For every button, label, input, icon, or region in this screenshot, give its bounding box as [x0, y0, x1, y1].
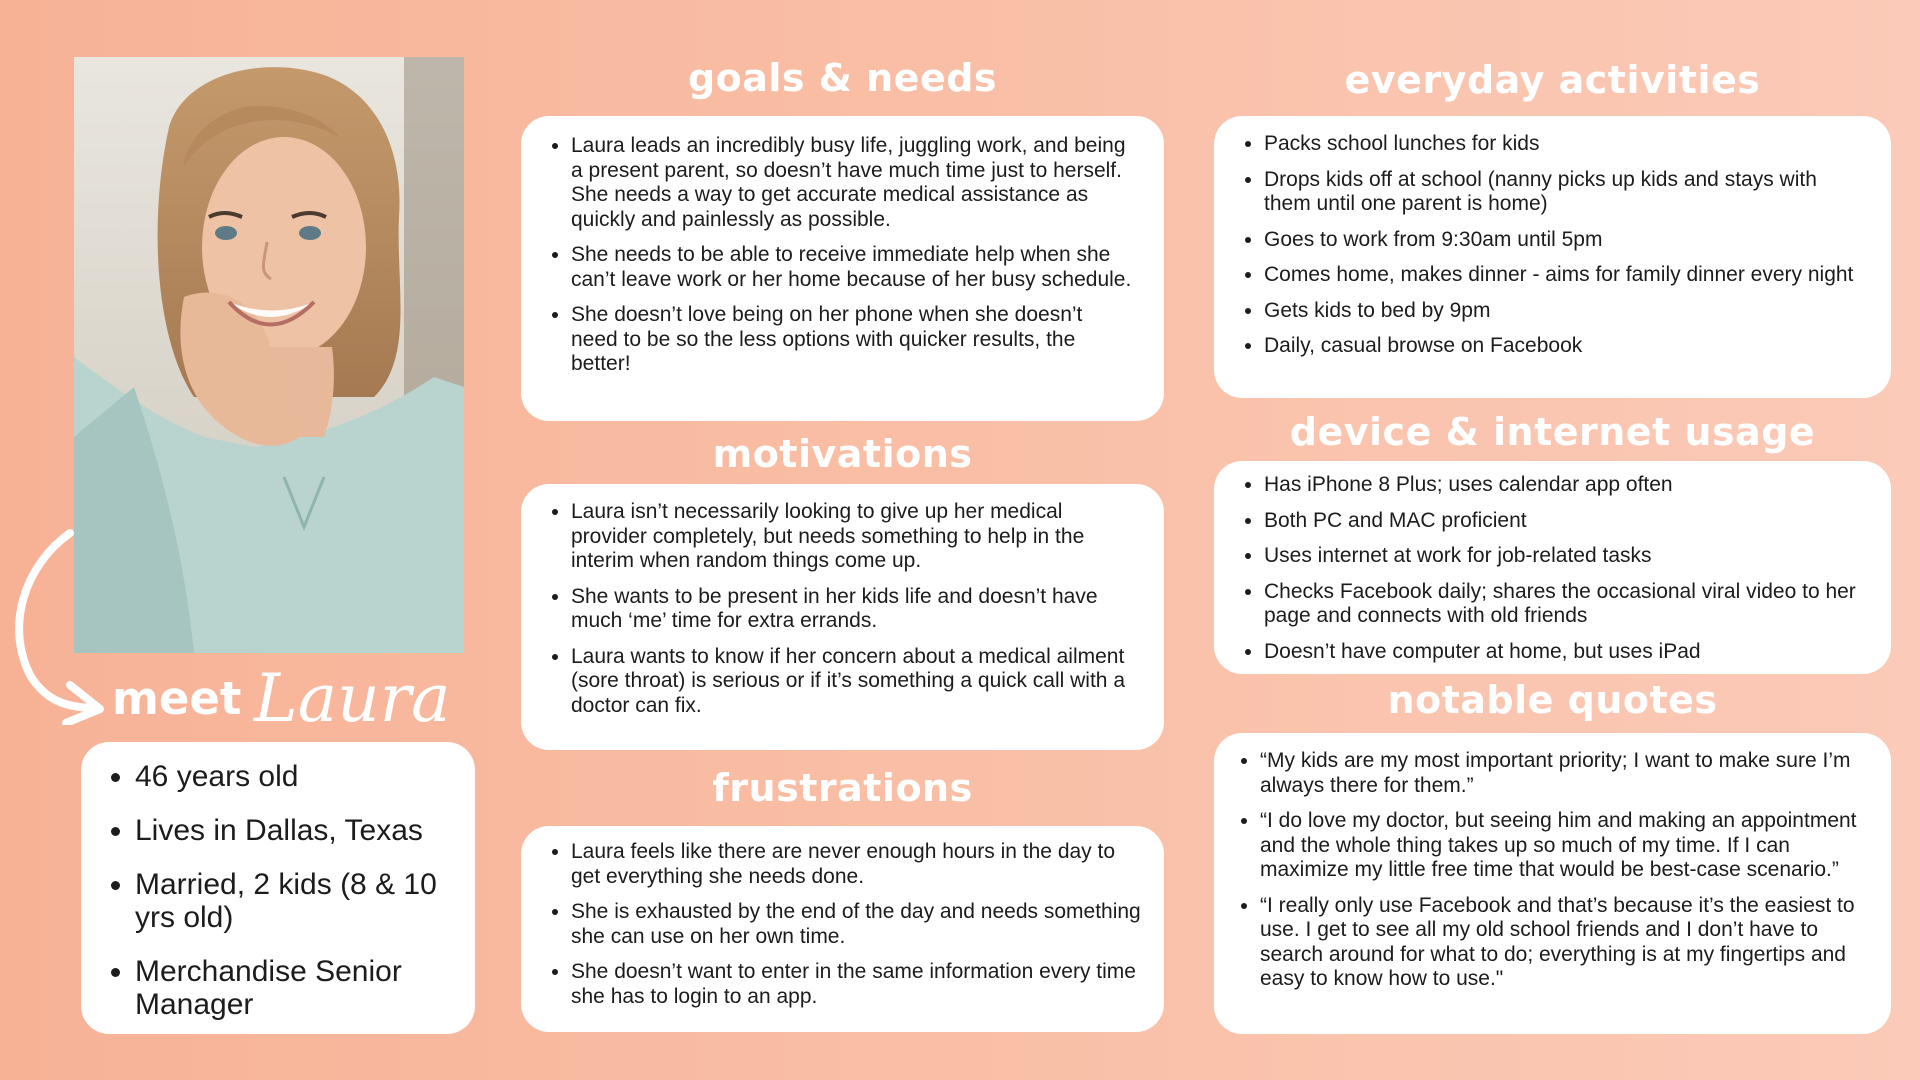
everyday-activities-item: • Drops kids off at school (nanny picks up kids and stays with them until one parent is home) — [1264, 168, 1869, 217]
frustrations-list — [529, 840, 1142, 1009]
everyday-activities-card — [1214, 116, 1891, 398]
device-usage-item: • Doesn’t have computer at home, but uses iPad — [1264, 640, 1869, 665]
meet-prefix: meet — [112, 672, 242, 725]
profile-fact-occupation: • Merchandise Senior Manager — [135, 955, 453, 1021]
everyday-activities-item: • Gets kids to bed by 9pm — [1264, 299, 1869, 324]
device-usage-card — [1214, 461, 1891, 674]
motivations-item: • Laura wants to know if her concern about a medical ailment (sore throat) is serious or if it’s something a quick call with a doctor can fix. — [571, 645, 1142, 719]
motivations-item: • She wants to be present in her kids life and doesn’t have much ‘me’ time for extra errands. — [571, 585, 1142, 634]
goals-needs-card — [521, 116, 1164, 421]
goals-needs-list — [529, 134, 1134, 377]
notable-quote-item: • “My kids are my most important priority; I want to make sure I’m always there for them.” — [1260, 749, 1869, 798]
goals-needs-heading: goals & needs — [687, 56, 998, 100]
everyday-activities-heading: everyday activities — [1344, 58, 1761, 102]
everyday-activities-item: • Packs school lunches for kids — [1264, 132, 1869, 157]
notable-quote-item: • “I really only use Facebook and that’s because it’s the easiest to use. I get to see all my old school friends and I don’t have to search around for what to do; everything is at my fingertips and easy to know how to use." — [1260, 894, 1869, 992]
frustrations-item: • She is exhausted by the end of the day and needs something she can use on her own time. — [571, 900, 1142, 949]
goals-needs-item: • Laura leads an incredibly busy life, juggling work, and being a present parent, so doesn’t have much time just to herself. She needs a way to get accurate medical assistance as quickly and painlessly as possible. — [571, 134, 1134, 232]
motivations-list — [529, 500, 1142, 718]
notable-quotes-card — [1214, 733, 1891, 1034]
device-usage-item: • Checks Facebook daily; shares the occasional viral video to her page and connects with old friends — [1264, 580, 1869, 629]
meet-title — [112, 660, 451, 740]
frustrations-card — [521, 826, 1164, 1032]
profile-fact-age: • 46 years old — [135, 760, 453, 793]
profile-card — [81, 742, 475, 1034]
profile-fact-family: • Married, 2 kids (8 & 10 yrs old) — [135, 868, 453, 934]
device-usage-item: • Has iPhone 8 Plus; uses calendar app often — [1264, 473, 1869, 498]
goals-needs-item: • She needs to be able to receive immediate help when she can’t leave work or her home because of her busy schedule. — [571, 243, 1134, 292]
everyday-activities-item: • Goes to work from 9:30am until 5pm — [1264, 228, 1869, 253]
notable-quotes-heading: notable quotes — [1387, 678, 1718, 722]
motivations-item: • Laura isn’t necessarily looking to give up her medical provider completely, but needs something to help in the interim when random things come up. — [571, 500, 1142, 574]
frustrations-item: • She doesn’t want to enter in the same information every time she has to login to an app. — [571, 960, 1142, 1009]
everyday-activities-item: • Comes home, makes dinner - aims for family dinner every night — [1264, 263, 1869, 288]
persona-photo — [74, 57, 464, 653]
device-usage-item: • Uses internet at work for job-related tasks — [1264, 544, 1869, 569]
profile-facts-list — [87, 760, 453, 1021]
frustrations-item: • Laura feels like there are never enough hours in the day to get everything she needs done. — [571, 840, 1142, 889]
persona-name: Laura — [253, 660, 451, 737]
notable-quotes-list — [1218, 749, 1869, 992]
notable-quote-item: • “I do love my doctor, but seeing him and making an appointment and the whole thing takes up so much of my time. If I can maximize my little free time that would be best-case scenario.” — [1260, 809, 1869, 883]
everyday-activities-item: • Daily, casual browse on Facebook — [1264, 334, 1869, 359]
goals-needs-item: • She doesn’t love being on her phone when she doesn’t need to be so the less options with quicker results, the better! — [571, 303, 1134, 377]
device-usage-item: • Both PC and MAC proficient — [1264, 509, 1869, 534]
device-usage-list — [1222, 473, 1869, 664]
frustrations-heading: frustrations — [712, 766, 973, 810]
everyday-activities-list — [1222, 132, 1869, 359]
curved-arrow-icon — [0, 525, 115, 725]
motivations-heading: motivations — [712, 432, 973, 476]
device-usage-heading: device & internet usage — [1289, 410, 1816, 454]
motivations-card — [521, 484, 1164, 750]
profile-fact-location: • Lives in Dallas, Texas — [135, 814, 453, 847]
